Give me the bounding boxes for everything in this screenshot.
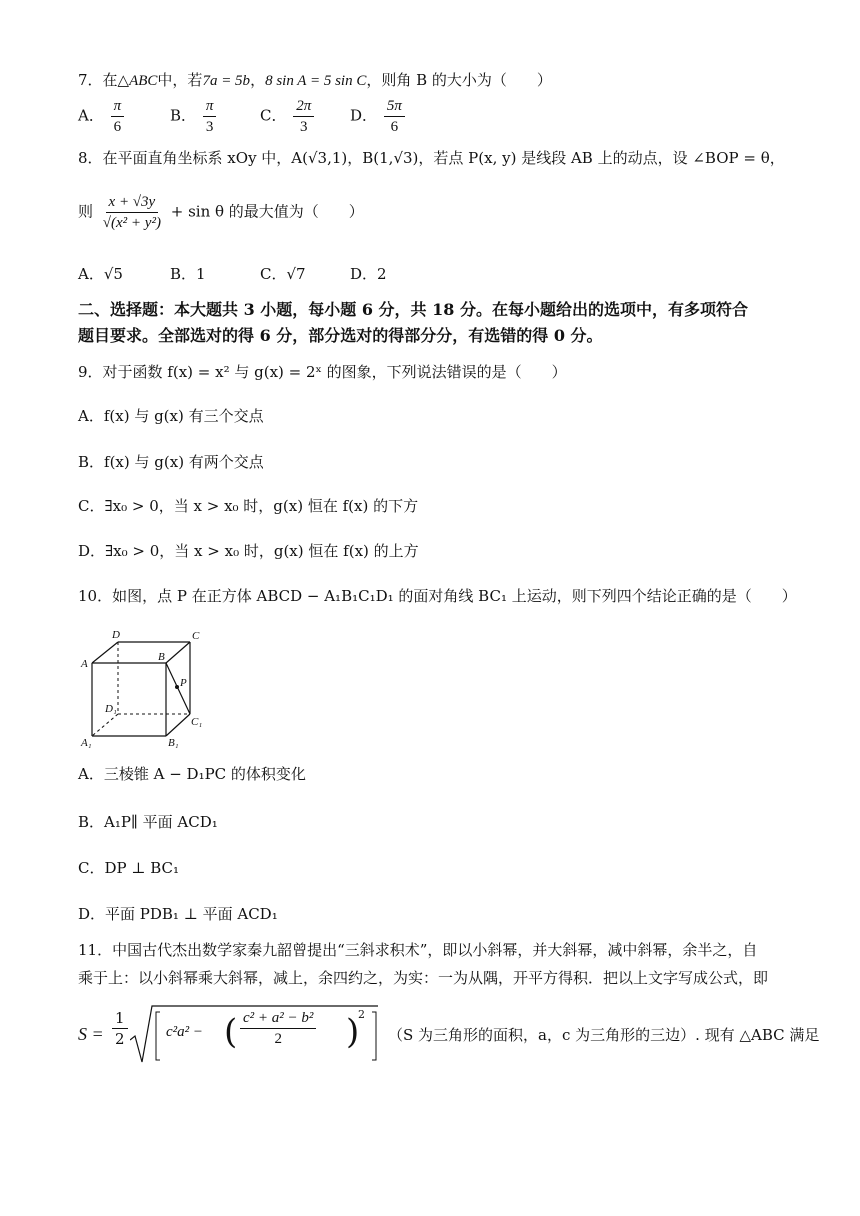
label-d1: D₁ bbox=[105, 703, 117, 715]
option-numerator: 5π bbox=[384, 96, 405, 117]
option-numerator: π bbox=[203, 96, 217, 117]
edge-ad bbox=[92, 642, 118, 663]
formula-half bbox=[112, 1008, 128, 1049]
q7-option-c[interactable] bbox=[260, 96, 316, 137]
formula-half-den: 2 bbox=[115, 1030, 125, 1048]
q8-expression bbox=[78, 192, 364, 233]
q11-line2: 乘于上：以小斜幂乘大斜幂，减上，余四约之，为实：一为从隅，开平方得积．把以上文字写成公式，即 bbox=[78, 969, 769, 987]
q8-option-a[interactable]: A．√5 bbox=[78, 265, 123, 283]
q10-option-a[interactable]: A．三棱锥 A − D₁PC 的体积变化 bbox=[78, 765, 306, 783]
option-numerator: 2π bbox=[293, 96, 314, 117]
q7-option-a[interactable] bbox=[78, 96, 126, 137]
option-denominator: 3 bbox=[205, 119, 214, 135]
q9-option-d[interactable]: D．∃x₀ > 0，当 x > x₀ 时，g(x) 恒在 f(x) 的上方 bbox=[78, 542, 419, 560]
formula-half-num: 1 bbox=[112, 1008, 128, 1029]
q8-frac-numerator: x + √3y bbox=[106, 192, 159, 213]
point-p bbox=[175, 685, 179, 689]
label-a: A bbox=[81, 658, 88, 670]
option-letter: A． bbox=[78, 106, 104, 125]
q10-option-c[interactable]: C．DP ⊥ BC₁ bbox=[78, 859, 180, 877]
q9-option-c[interactable]: C．∃x₀ > 0，当 x > x₀ 时，g(x) 恒在 f(x) 的下方 bbox=[78, 497, 419, 515]
q11-line1: 11．中国古代杰出数学家秦九韶曾提出“三斜求积术”，即以小斜幂，并大斜幂，减中斜幂，余半之，自 bbox=[78, 941, 758, 959]
label-d: D bbox=[112, 629, 120, 641]
q7-option-b[interactable] bbox=[170, 96, 218, 137]
q11-formula-tail: （S 为三角形的面积，a，c 为三角形的三边）. 现有 △ABC 满足 bbox=[388, 1026, 820, 1044]
q7-stem-mid: 中，若 bbox=[157, 71, 203, 89]
q10-option-b[interactable]: B．A₁P∥ 平面 ACD₁ bbox=[78, 813, 218, 831]
q9-stem: 9．对于函数 f(x) = x² 与 g(x) = 2ˣ 的图象，下列说法错误的是（ ） bbox=[78, 363, 567, 381]
q8-pre: 则 bbox=[78, 202, 94, 221]
label-b1: B₁ bbox=[168, 737, 179, 749]
q7-triangle: △ABC bbox=[117, 73, 158, 89]
formula-inner-den: 2 bbox=[274, 1031, 282, 1047]
q7-sep: ， bbox=[250, 71, 266, 89]
q8-option-d[interactable]: D．2 bbox=[350, 265, 387, 283]
option-denominator: 6 bbox=[390, 119, 399, 135]
option-letter: B． bbox=[170, 106, 197, 125]
q8-stem: 8．在平面直角坐标系 xOy 中，A(√3,1)，B(1,√3)，若点 P(x, y) 是线段 AB 上的动点，设 ∠BOP = θ， bbox=[78, 149, 785, 167]
q11-formula bbox=[78, 1004, 820, 1064]
q7-eq1: 7a = 5b bbox=[202, 73, 251, 89]
q9-option-a[interactable]: A．f(x) 与 g(x) 有三个交点 bbox=[78, 407, 264, 425]
q7-stem-prefix: 7．在 bbox=[78, 71, 118, 89]
q7-option-d[interactable] bbox=[350, 96, 407, 137]
formula-exponent: 2 bbox=[358, 1008, 365, 1021]
q7-stem-suffix: ，则角 B 的大小为（ ） bbox=[366, 71, 552, 89]
q7-eq2: 8 sin A = 5 sin C bbox=[265, 73, 367, 89]
formula-paren-close: ) bbox=[346, 1012, 360, 1052]
q8-post: + sin θ 的最大值为（ ） bbox=[170, 202, 364, 221]
label-b: B bbox=[158, 651, 165, 663]
edge-cb bbox=[166, 642, 190, 663]
q7-stem bbox=[78, 70, 552, 91]
q10-option-d[interactable]: D．平面 PDB₁ ⊥ 平面 ACD₁ bbox=[78, 905, 278, 923]
cube-figure bbox=[80, 628, 220, 750]
edge-c1b1 bbox=[166, 714, 190, 736]
q10-stem: 10．如图，点 P 在正方体 ABCD − A₁B₁C₁D₁ 的面对角线 BC₁ 上运动，则下列四个结论正确的是（ ） bbox=[78, 587, 797, 605]
hidden-edge-d1a1 bbox=[92, 714, 118, 736]
label-p: P bbox=[180, 677, 187, 689]
formula-lhs: S = bbox=[78, 1024, 104, 1044]
label-c1: C₁ bbox=[191, 716, 203, 728]
formula-inner-num: c² + a² − b² bbox=[240, 1008, 316, 1029]
option-letter: C． bbox=[260, 106, 287, 125]
formula-term1: c²a² − bbox=[166, 1024, 204, 1040]
q9-option-b[interactable]: B．f(x) 与 g(x) 有两个交点 bbox=[78, 453, 264, 471]
option-denominator: 3 bbox=[300, 119, 308, 135]
option-denominator: 6 bbox=[113, 119, 122, 135]
q8-option-b[interactable]: B．1 bbox=[170, 265, 206, 283]
q8-option-c[interactable]: C．√7 bbox=[260, 265, 306, 283]
option-numerator: π bbox=[111, 96, 125, 117]
option-letter: D． bbox=[350, 106, 378, 125]
q8-frac-denominator: √(x² + y²) bbox=[102, 215, 161, 231]
formula-inner-frac bbox=[240, 1008, 316, 1049]
section2-heading-line1: 二、选择题：本大题共 3 小题，每小题 6 分，共 18 分。在每小题给出的选项中，有多项符合 bbox=[78, 300, 748, 319]
label-c: C bbox=[192, 630, 200, 642]
label-a1: A₁ bbox=[81, 737, 92, 749]
formula-paren-open: ( bbox=[224, 1012, 238, 1052]
section2-heading-line2: 题目要求。全部选对的得 6 分，部分选对的得部分分，有选错的得 0 分。 bbox=[78, 326, 603, 345]
